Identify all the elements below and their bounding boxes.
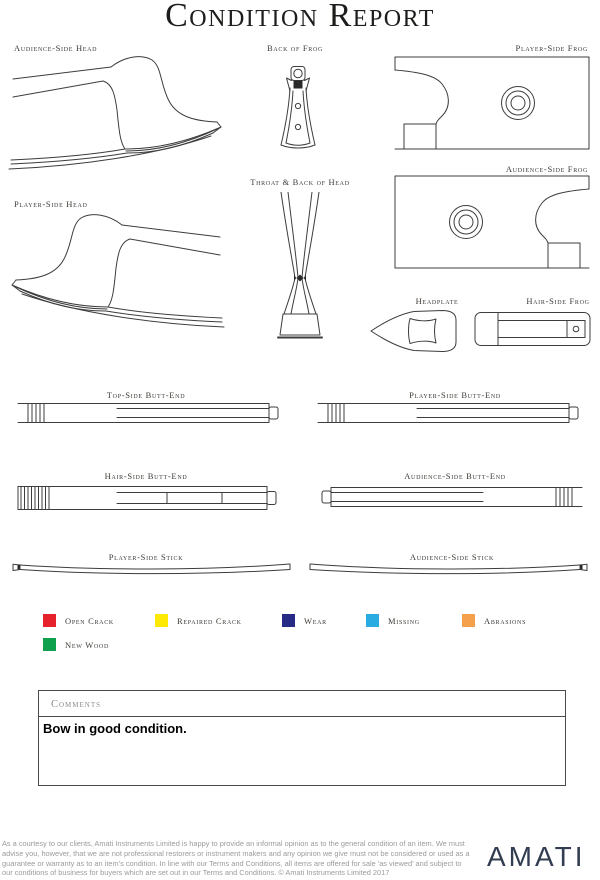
headplate-diagram <box>370 309 460 353</box>
hair-side-frog-diagram <box>474 311 592 347</box>
top-side-butt-end-diagram <box>17 400 283 426</box>
player-side-butt-end-label: Player-Side Butt-End <box>409 390 501 400</box>
audience-side-stick-diagram <box>308 562 590 576</box>
headplate-label: Headplate <box>415 296 459 306</box>
legend-item-open-crack <box>43 614 114 627</box>
throat-back-of-head-diagram <box>268 192 332 340</box>
player-side-head-diagram <box>8 210 228 330</box>
audience-side-frog-label: Audience-Side Frog <box>505 164 588 174</box>
condition-legend <box>40 614 570 656</box>
throat-back-of-head-label: Throat & Back of Head <box>250 177 350 187</box>
legend-item-new-wood <box>43 638 109 651</box>
audience-side-butt-end-diagram <box>317 484 583 510</box>
hair-side-frog-label: Hair-Side Frog <box>526 296 590 306</box>
comments-box <box>38 690 566 786</box>
comments-header: Comments <box>39 691 565 717</box>
audience-side-frog-diagram <box>394 175 590 269</box>
player-side-head-label: Player-Side Head <box>14 199 88 209</box>
legend-label: Repaired Crack <box>177 615 242 626</box>
player-side-frog-label: Player-Side Frog <box>515 43 588 53</box>
top-side-butt-end-label: Top-Side Butt-End <box>106 390 186 400</box>
legend-item-abrasions <box>462 614 526 627</box>
comments-input[interactable]: Bow in good condition. <box>43 721 187 736</box>
abrasions-swatch-icon <box>462 614 475 627</box>
page-title: Condition Report <box>165 0 435 34</box>
legend-label: Abrasions <box>484 615 527 626</box>
legend-item-wear <box>282 614 327 627</box>
repaired-crack-swatch-icon <box>155 614 168 627</box>
legend-item-missing <box>366 614 420 627</box>
legend-item-repaired-crack <box>155 614 242 627</box>
disclaimer-text: As a courtesy to our clients, Amati Instruments Limited is happy to provide an informal opinion as to the general condition of an item. We must advise you, however, that we are not professional restorers or instrument makers and any opinion we give must not be considered or used as a guarantee or warranty as to an item's condition. In line with our Terms and Conditions, all items are offered for sale 'as viewed' and subject to our conditions of business for buyers which are set out in our Terms and Conditions. © Amati Instruments Limited 2017 <box>2 839 470 878</box>
audience-side-head-diagram <box>5 52 225 172</box>
wear-swatch-icon <box>282 614 295 627</box>
player-side-stick-label: Player-Side Stick <box>108 552 184 562</box>
back-of-frog-label: Back of Frog <box>266 43 324 53</box>
audience-side-head-label: Audience-Side Head <box>14 43 98 53</box>
audience-side-stick-label: Audience-Side Stick <box>409 552 495 562</box>
hair-side-butt-end-label: Hair-Side Butt-End <box>104 471 188 481</box>
legend-label: Open Crack <box>65 615 114 626</box>
player-side-butt-end-diagram <box>317 400 583 426</box>
hair-side-butt-end-diagram <box>17 484 283 512</box>
missing-swatch-icon <box>366 614 379 627</box>
player-side-stick-diagram <box>10 562 292 576</box>
open-crack-swatch-icon <box>43 614 56 627</box>
audience-side-butt-end-label: Audience-Side Butt-End <box>404 471 506 481</box>
legend-label: Wear <box>304 615 327 626</box>
player-side-frog-diagram <box>394 56 590 150</box>
new-wood-swatch-icon <box>43 638 56 651</box>
legend-label: Missing <box>388 615 420 626</box>
legend-label: New Wood <box>65 639 110 650</box>
amati-logo: AMATI <box>487 841 586 872</box>
back-of-frog-diagram <box>278 66 318 154</box>
